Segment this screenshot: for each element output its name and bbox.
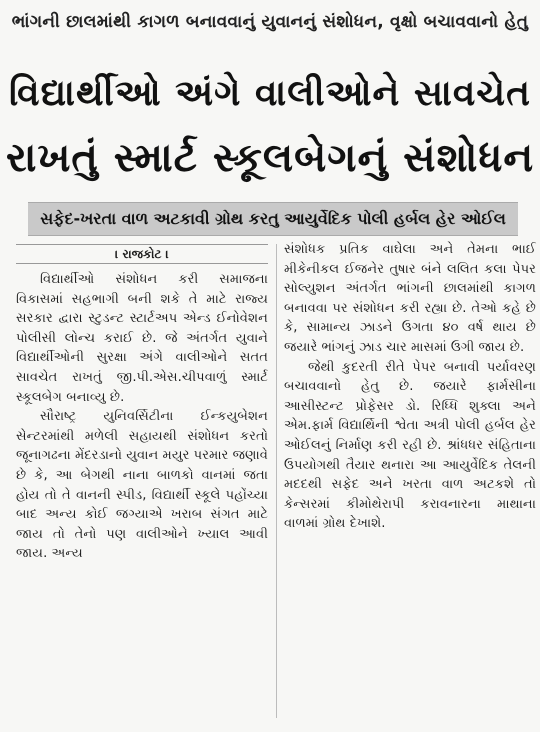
article-column-left (16, 240, 268, 564)
article-paragraph: સૌરાષ્ટ્ર યુનિવર્સિટીના ઈન્કયુબેશન સેન્ટરમાંથી મળેલી સહાયથી સંશોધન કરતો જૂનાગઢના મેંદરડાનો યુવાન મયુર પરમાર જણાવે છે કે, આ બેગથી નાના બાળકો વાનમાં જતા હોય તો તે વાનની સ્પીડ, વિદ્યાર્થી સ્કૂલે પહોંચ્યા બાદ અન્ય કોઈ જગ્યાએ ખરાબ સંગત માટે જાય તો તેનો પણ વાલીઓને ખ્યાલ આવી જાય. અન્ય (16, 409, 268, 562)
column-divider (276, 244, 277, 718)
article-paragraph: વિદ્યાર્થીઓ સંશોધન કરી સમાજના વિકાસમાં સહભાગી બની શકે તે માટે રાજ્ય સરકાર દ્વારા સ્ટુડન્ટ સ્ટાર્ટઅપ એન્ડ ઈનોવેશન પોલીસી લોન્ચ કરાઈ છે. જે અંતર્ગત યુવાને વિદ્યાર્થીઓની સુરક્ષા અંગે વાલીઓને સતત સાવચેત રાખતું જી.પી.એસ.ચીપવાળું સ્માર્ટ સ્કૂલબેગ બનાવ્યુ છે. (16, 272, 268, 405)
article-paragraph: સંશોધક પ્રતિક વાઘેલા અને તેમના ભાઈ મીકેનીકલ ઈજનેર તુષાર બંને લલિત કલા પેપર સોલ્યુશન અંતર્ગત ભાંગની છાલમાંથી કાગળ બનાવવા પર સંશોધન કરી રહ્યા છે. તેઓ કહે છે કે, સામાન્ય ઝાડને ઉગતા ૪૦ વર્ષ થાય છે જયારે ભાંગનું ઝાડ ચાર માસમાં ઉગી જાય છે. (284, 242, 536, 355)
article-paragraph: જેથી કુદરતી રીતે પેપર બનાવી પર્યાવરણ બચાવવાનો હેતુ છે. જયારે ફાર્મસીના આસીસ્ટન્ટ પ્રોફેસર ડો. રિધ્ધિ શુક્લા અને એમ.ફાર્મ વિદ્યાર્થિની શ્વેતા અત્રી પોલી હર્બલ હેર ઓઈલનું નિર્માણ કરી રહી છે. શ્રાંધધર સંહિતાના ઉપયોગથી તૈયાર થનારા આ આયુર્વેદિક તેલની મદદથી સફેદ અને ખરતા વાળ અટકશે તો કેન્સરમાં કીમોથેરાપી કરાવનારના માથાના વાળમાં ગ્રોથ દેખાશે. (284, 359, 536, 532)
article-column-right (284, 240, 536, 534)
kicker-headline: ભાંગની છાલમાંથી કાગળ બનાવવાનું યુવાનનું સંશોધન, વૃક્ષો બચાવવાનો હેતુ (11, 12, 529, 32)
main-headline-line-1: વિદ્યાર્થીઓ અંગે વાલીઓને સાવચેત (9, 73, 531, 114)
main-headline-line-2: રાખતું સ્માર્ટ સ્કૂલબેગનું સંશોધન (6, 135, 535, 181)
dateline: । રાજકોટ । (16, 244, 268, 264)
sub-headline-bar: સફેદ-ખરતા વાળ અટકાવી ગ્રોથ કરતુ આયુર્વેદિક પોલી હર્બલ હેર ઓઈલ (28, 202, 518, 236)
